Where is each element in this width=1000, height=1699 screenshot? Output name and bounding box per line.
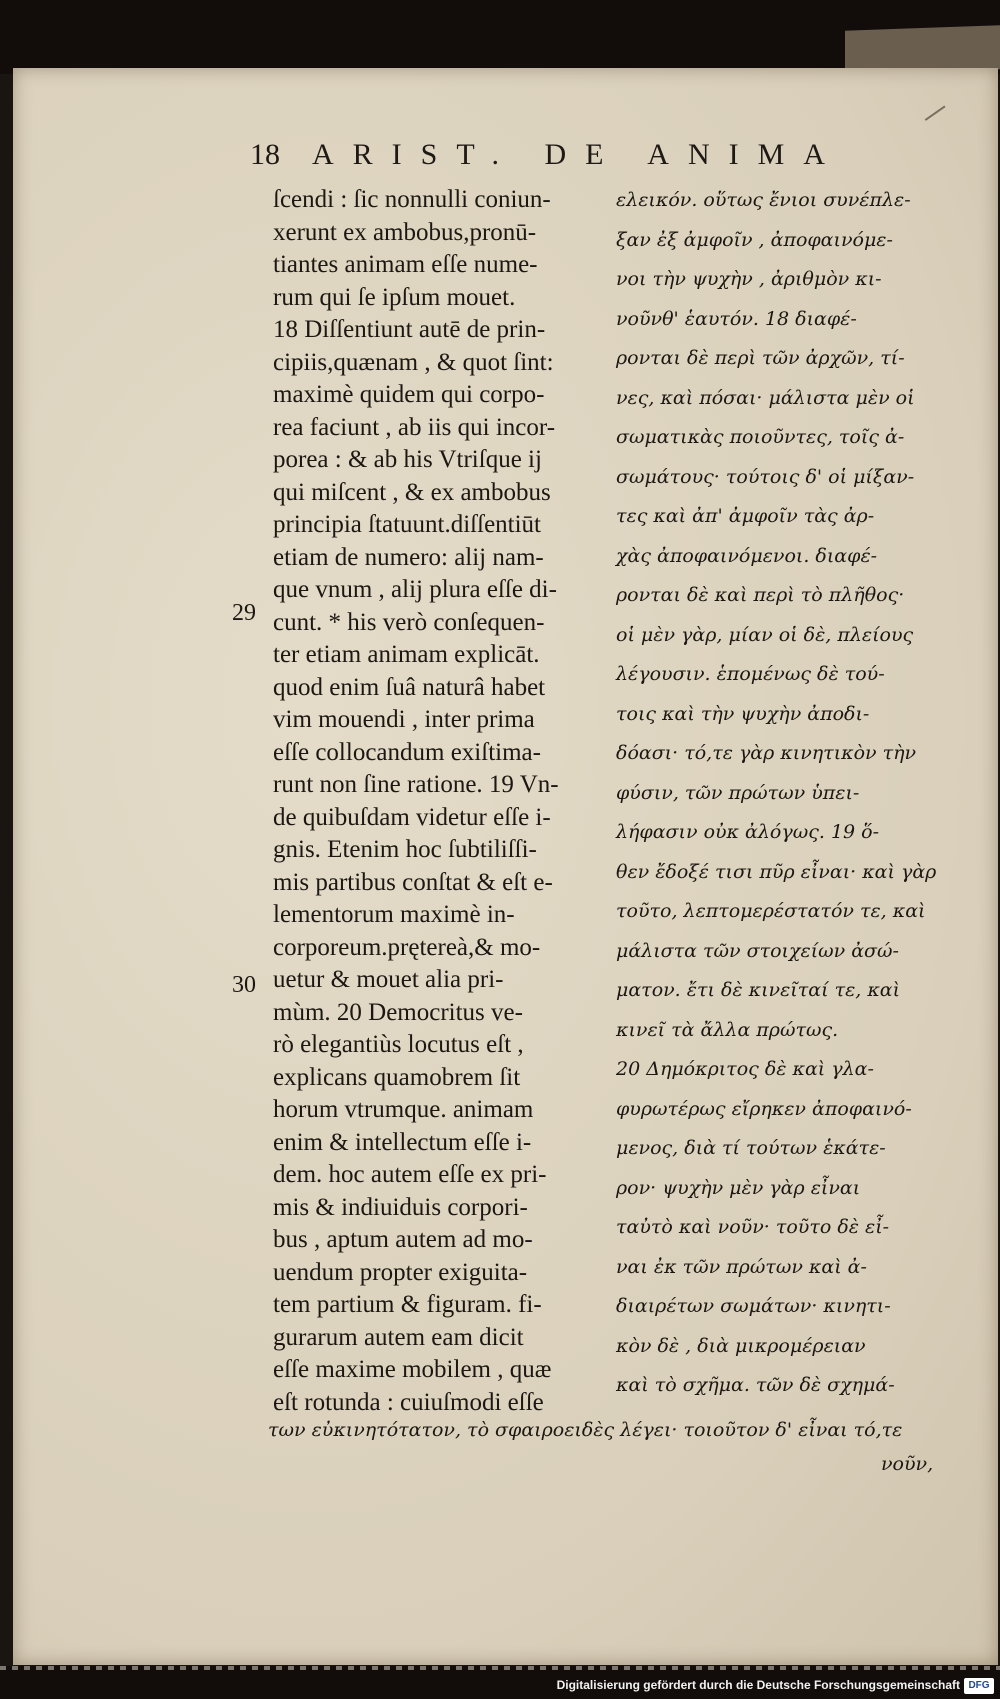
text-line: τοις καὶ τὴν ψυχὴν ἀποδι- — [616, 702, 870, 725]
text-line: τοῦτο, λεπτομερέστατόν τε, καὶ — [616, 900, 926, 922]
text-line: διαιρέτων σωμάτων· κινητι- — [616, 1295, 891, 1317]
text-line: μενος, διὰ τί τούτων ἑκάτε- — [616, 1137, 886, 1159]
text-line: tiantes animam eſſe nume- — [273, 251, 538, 278]
text-line: καὶ τὸ σχῆμα. τῶν δὲ σχημά- — [616, 1374, 895, 1396]
text-line: runt non ſine ratione. 19 Vn- — [273, 771, 559, 798]
text-line: ναι ἐκ τῶν πρώτων καὶ ἀ- — [616, 1255, 867, 1278]
margin-number: 29 — [232, 600, 256, 626]
text-line: uetur & mouet alia pri- — [273, 966, 504, 993]
greek-bottom-line: των εὐκινητότατον, τὸ σφαιροειδὲς λέγει· τοιοῦτον δ' εἶναι τό,τε — [268, 1419, 903, 1441]
text-line: mis partibus conſtat & eſt e- — [273, 868, 553, 896]
text-line: explicans quamobrem ſit — [273, 1063, 521, 1091]
text-line: quod enim ſuâ naturâ habet — [273, 673, 546, 701]
page-number: 18 — [250, 138, 280, 171]
text-line: eſt rotunda : cuiuſmodi eſſe — [273, 1388, 544, 1416]
text-line: dem. hoc autem eſſe ex pri- — [273, 1161, 547, 1188]
text-line: cunt. * his verò conſequen- — [273, 608, 545, 636]
text-line: κὸν δὲ , διὰ μικρομέρειαν — [616, 1334, 866, 1357]
text-line: qui miſcent , & ex ambobus — [273, 478, 551, 506]
greek-bottom-line: νοῦν, — [881, 1453, 934, 1475]
text-line: cipiis,quænam , & quot ſint: — [273, 348, 554, 376]
text-line: tem partium & figuram. fi- — [273, 1291, 542, 1318]
text-line: xerunt ex ambobus,pronū- — [273, 218, 537, 246]
text-line: λήφασιν οὐκ ἀλόγως. 19 ὅ- — [616, 821, 880, 843]
text-line: que vnum , alij plura eſſe di- — [273, 576, 557, 603]
text-line: ξαν ἐξ ἀμφοῖν , ἀποφαινόμε- — [616, 228, 893, 251]
running-head — [250, 138, 850, 178]
text-line: rum qui ſe ipſum mouet. — [273, 283, 516, 311]
text-line: νοι τὴν ψυχὴν , ἀριθμὸν κι- — [616, 268, 882, 290]
text-line: ſcendi : ſic nonnulli coniun- — [273, 186, 551, 213]
text-line: uendum propter exiguita- — [273, 1258, 528, 1286]
text-line: 18 Diſſentiunt autē de prin- — [273, 316, 546, 343]
text-line: οἱ μὲν γὰρ, μίαν οἱ δὲ, πλείους — [616, 623, 914, 646]
margin-number: 30 — [232, 972, 256, 998]
text-line: μάλιστα τῶν στοιχείων ἀσώ- — [616, 939, 899, 962]
text-line: mis & indiuiduis corpori- — [273, 1193, 528, 1221]
text-line: ελεικόν. οὕτως ἔνιοι συνέπλε- — [616, 189, 911, 211]
text-line: σωματικὰς ποιοῦντες, τοῖς ἀ- — [616, 426, 905, 448]
text-line: lementorum maximè in- — [273, 901, 515, 928]
text-line: vim mouendi , inter prima — [273, 706, 535, 733]
text-line: rò elegantiùs locutus eſt , — [273, 1031, 524, 1058]
text-line: horum vtrumque. animam — [273, 1096, 534, 1123]
text-line: τες καὶ ἀπ' ἀμφοῖν τὰς ἀρ- — [616, 505, 875, 527]
text-line: νοῦνθ' ἑαυτόν. 18 διαφέ- — [616, 307, 857, 330]
text-line: χὰς ἀποφαινόμενοι. διαφέ- — [616, 544, 878, 567]
text-line: eſſe collocandum exiſtima- — [273, 738, 541, 766]
text-line: κινεῖ τὰ ἄλλα πρώτως. — [616, 1018, 839, 1041]
text-line: principia ſtatuunt.diſſentiūt — [273, 511, 542, 538]
text-line: eſſe maxime mobilem , quæ — [273, 1356, 552, 1383]
text-line: σωμάτους· τούτοις δ' οἱ μίξαν- — [616, 465, 915, 488]
text-line: ταὐτὸ καὶ νοῦν· τοῦτο δὲ εἶ- — [616, 1216, 890, 1238]
funding-credit: Digitalisierung gefördert durch die Deutsche Forschungsgemeinschaft — [556, 1678, 960, 1692]
text-line: maximè quidem qui corpo- — [273, 381, 545, 408]
text-line: gnis. Etenim hoc ſubtiliſſi- — [273, 836, 537, 863]
text-line: θεν ἔδοξέ τισι πῦρ εἶναι· καὶ γὰρ — [616, 860, 937, 883]
dfg-logo: DFG — [964, 1678, 994, 1694]
text-line: etiam de numero: alij nam- — [273, 543, 544, 571]
text-line: ρονται δὲ περὶ τῶν ἀρχῶν, τί- — [616, 347, 905, 369]
text-line: ρον· ψυχὴν μὲν γὰρ εἶναι — [616, 1176, 861, 1199]
text-line: 20 Δημόκριτος δὲ καὶ γλα- — [616, 1058, 874, 1080]
text-line: bus , aptum autem ad mo- — [273, 1226, 533, 1253]
text-line: de quibuſdam videtur eſſe i- — [273, 803, 551, 831]
text-line: porea : & ab his Vtriſque ij — [273, 446, 542, 473]
text-line: φυρωτέρως εἴρηκεν ἀποφαινό- — [616, 1097, 912, 1120]
text-line: λέγουσιν. ἑπομένως δὲ τού- — [616, 663, 885, 685]
running-title: ARIST. DE ANIMA — [312, 138, 844, 171]
text-line: rea faciunt , ab iis qui incor- — [273, 413, 556, 441]
text-line: νες, καὶ πόσαι· μάλιστα μὲν οἱ — [616, 386, 915, 409]
text-line: ter etiam animam explicāt. — [273, 641, 540, 668]
text-line: φύσιν, τῶν πρώτων ὑπει- — [616, 781, 860, 804]
text-line: gurarum autem eam dicit — [273, 1323, 524, 1351]
text-line: mùm. 20 Democritus ve- — [273, 998, 523, 1026]
text-line: corporeum.prętereà,& mo- — [273, 933, 541, 961]
text-line: ματον. ἔτι δὲ κινεῖταί τε, καὶ — [616, 979, 901, 1001]
text-line: δόασι· τό,τε γὰρ κινητικὸν τὴν — [616, 742, 917, 764]
footer-stripe — [0, 1666, 1000, 1670]
text-line: ρονται δὲ καὶ περὶ τὸ πλῆθος· — [616, 584, 905, 606]
text-line: enim & intellectum eſſe i- — [273, 1128, 532, 1156]
